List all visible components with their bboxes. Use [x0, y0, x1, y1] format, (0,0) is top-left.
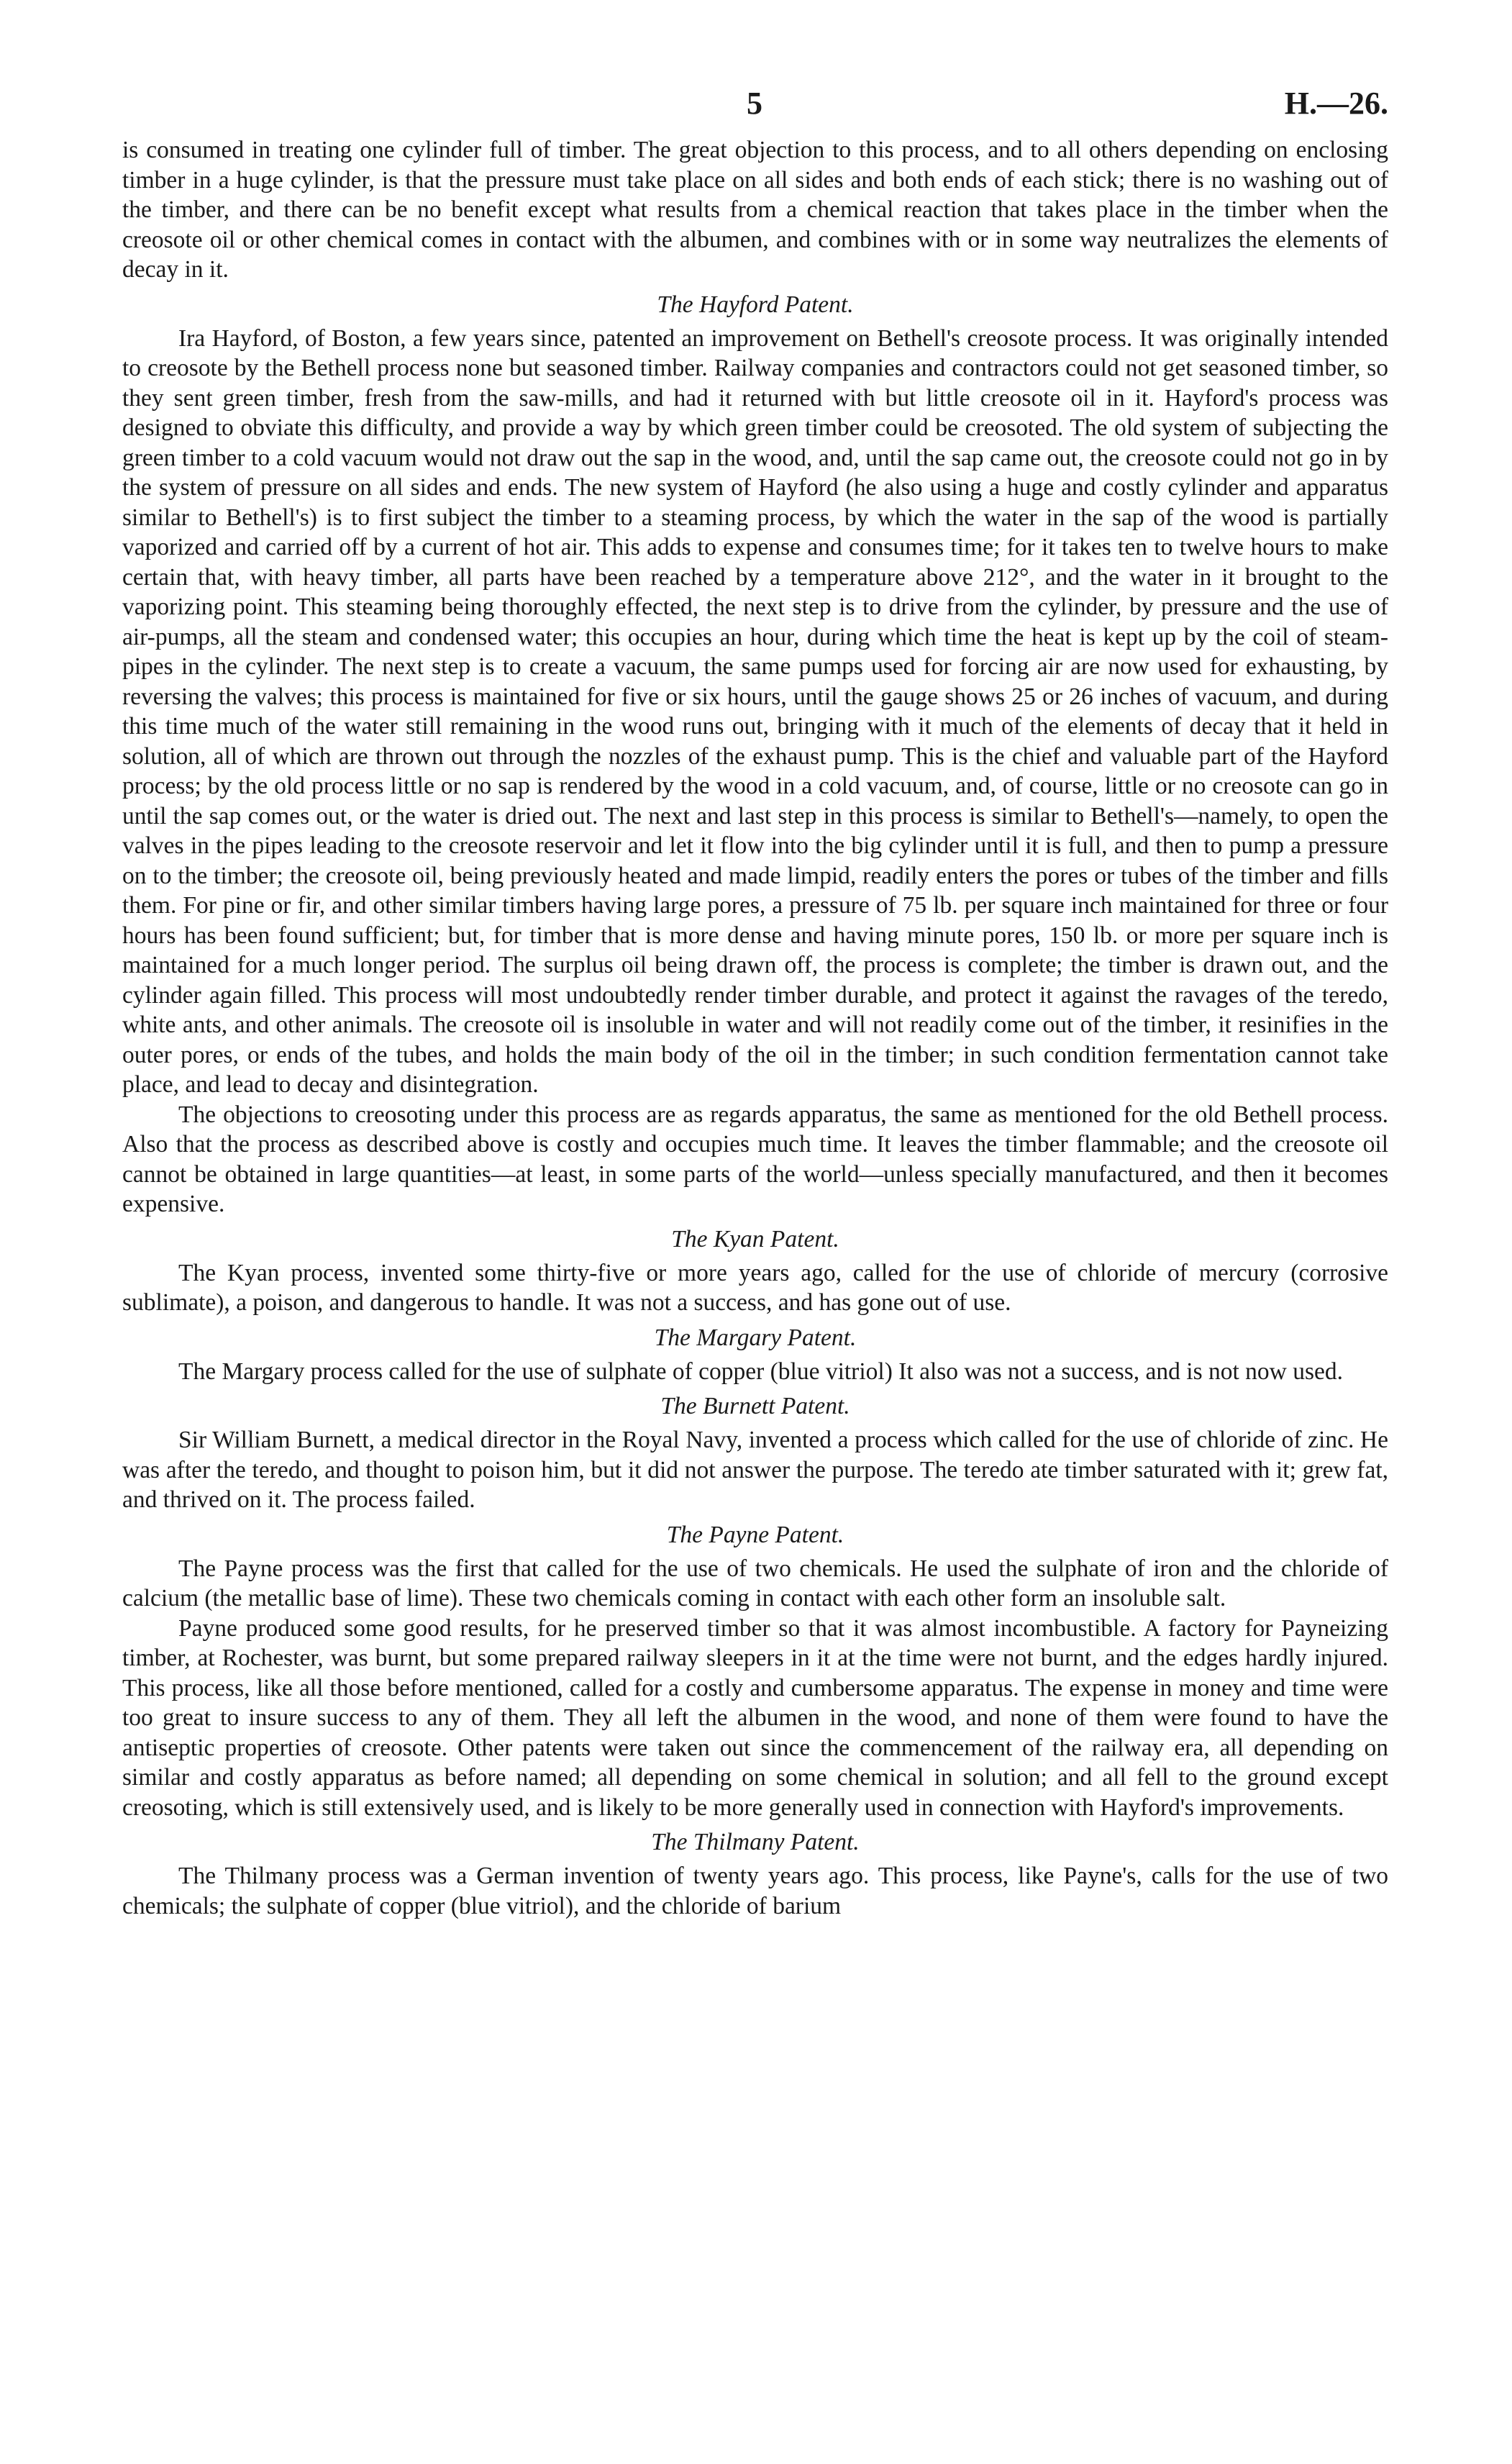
paragraph-payne-results: Payne produced some good results, for he preserved timber so that it was almost incombustible. A factory for Payneizing timber, at Rochester, was burnt, but some prepared railway sleepers in it at the time were not burnt, and the edges hardly injured. This process, like all those before mentioned, called for a costly and cumbersome apparatus. The expense in money and time were too great to insure success to any of them. They all left the albumen in the wood, and none of them were found to have the antiseptic properties of creosote. Other patents were taken out since the commencement of the railway era, all depending on similar and costly apparatus as before named; all depending on some chemical in solution; and all fell to the ground except creosoting, which is still extensively used, and is likely to be more generally used in connection with Hayford's improvements. [122, 1614, 1388, 1821]
paragraph-creosote-objection: is consumed in treating one cylinder full of timber. The great objection to this process, and to all others depending on enclosing timber in a huge cylinder, is that the pressure must take place on all sides and both ends of each stick; there is no washing out of the timber, and there can be no benefit except what results from a chemical reaction that takes place in the timber when the creosote oil or other chemical comes in contact with the albumen, and combines with or in some way neutralizes the elements of decay in it. [122, 137, 1388, 283]
paragraph-hayford-objections: The objections to creosoting under this process are as regards apparatus, the same as mentioned for the old Bethell process. Also that the process as described above is costly and occupies much time. It leaves the timber flammable; and the creosote oil cannot be obtained in large quantities—at least, in some parts of the world—unless specially manufactured, and then it becomes expensive. [122, 1101, 1388, 1217]
heading-hayford-patent: The Hayford Patent. [657, 291, 854, 318]
paragraph-payne-process: The Payne process was the first that called for the use of two chemicals. He used the sulphate of iron and the chloride of calcium (the metallic base of lime). These two chemicals coming in contact with each other form an insoluble salt. [122, 1555, 1388, 1611]
heading-burnett-patent: The Burnett Patent. [660, 1393, 850, 1419]
paragraph-margary-process: The Margary process called for the use of sulphate of copper (blue vitriol) It also was not a success, and is not now used. [178, 1358, 1344, 1385]
page-number: 5 [747, 86, 762, 121]
page-header [122, 85, 1388, 135]
paragraph-burnett-process: Sir William Burnett, a medical director in the Royal Navy, invented a process which called for the use of chloride of zinc. He was after the teredo, and thought to poison him, but it did not answer the purpose. The teredo ate timber saturated with it; grew fat, and thrived on it. The process failed. [122, 1427, 1388, 1513]
heading-payne-patent: The Payne Patent. [666, 1521, 844, 1548]
paragraph-hayford-process: Ira Hayford, of Boston, a few years since, patented an improvement on Bethell's creosote process. It was originally intended to creosote by the Bethell process none but seasoned timber. Railway companies and contractors could not get seasoned timber, so they sent green timber, fresh from the saw-mills, and had it returned with but little creosote oil in it. Hayford's process was designed to obviate this difficulty, and provide a way by which green timber could be creosoted. The old system of subjecting the green timber to a cold vacuum would not draw out the sap in the wood, and, until the sap came out, the creosote could not go in by the system of pressure on all sides and ends. The new system of Hayford (he also using a huge and costly cylinder and apparatus similar to Bethell's) is to first subject the timber to a steaming process, by which the water in the sap of the wood is partially vaporized and carried off by a current of hot air. This adds to expense and consumes time; for it takes ten to twelve hours to make certain that, with heavy timber, all parts have been reached by a temperature above 212°, and the water in it brought to the vaporizing point. This steaming being thoroughly effected, the next step is to drive from the cylinder, by pressure and the use of air-pumps, all the steam and condensed water; this occupies an hour, during which time the heat is kept up by the coil of steam-pipes in the cylinder. The next step is to create a vacuum, the same pumps used for forcing air are now used for exhausting, by reversing the valves; this process is maintained for five or six hours, until the gauge shows 25 or 26 inches of vacuum, and during this time much of the water still remaining in the wood runs out, bringing with it much of the elements of decay that it held in solution, all of which are thrown out through the nozzles of the exhaust pump. This is the chief and valuable part of the Hayford process; by the old process little or no sap is rendered by the wood in a cold vacuum, and, of course, little or no creosote can go in until the sap comes out, or the water is dried out. The next and last step in this process is similar to Bethell's—namely, to open the valves in the pipes leading to the creosote reservoir and let it flow into the big cylinder until it is full, and then to pump a pressure on to the timber; the creosote oil, being previously heated and made limpid, readily enters the pores or tubes of the timber and fills them. For pine or fir, and other similar timbers having large pores, a pressure of 75 lb. per square inch maintained for three or four hours has been found sufficient; but, for timber that is more dense and having minute pores, 150 lb. or more per square inch is maintained for a much longer period. The surplus oil being drawn off, the process is complete; the timber is drawn out, and the cylinder again filled. This process will most undoubtedly render timber durable, and protect it against the ravages of the teredo, white ants, and other animals. The creosote oil is insoluble in water and will not readily come out of the timber, it resinifies in the outer pores, or ends of the tubes, and holds the main body of the oil in the timber; in such condition fermentation cannot take place, and lead to decay and disintegration. [122, 324, 1388, 1098]
heading-margary-patent: The Margary Patent. [654, 1324, 857, 1351]
paragraph-kyan-process: The Kyan process, invented some thirty-five or more years ago, called for the use of chloride of mercury (corrosive sublimate), a poison, and dangerous to handle. It was not a success, and has gone out of use. [122, 1259, 1388, 1316]
document-reference: H.—26. [1284, 86, 1388, 121]
paragraph-thilmany-process: The Thilmany process was a German invention of twenty years ago. This process, like Payne's, calls for the use of two chemicals; the sulphate of copper (blue vitriol), and the chloride of barium [122, 1863, 1388, 1919]
heading-thilmany-patent: The Thilmany Patent. [651, 1829, 860, 1855]
document-page [122, 85, 1388, 2437]
heading-kyan-patent: The Kyan Patent. [671, 1225, 839, 1253]
document-body [122, 135, 1388, 1921]
